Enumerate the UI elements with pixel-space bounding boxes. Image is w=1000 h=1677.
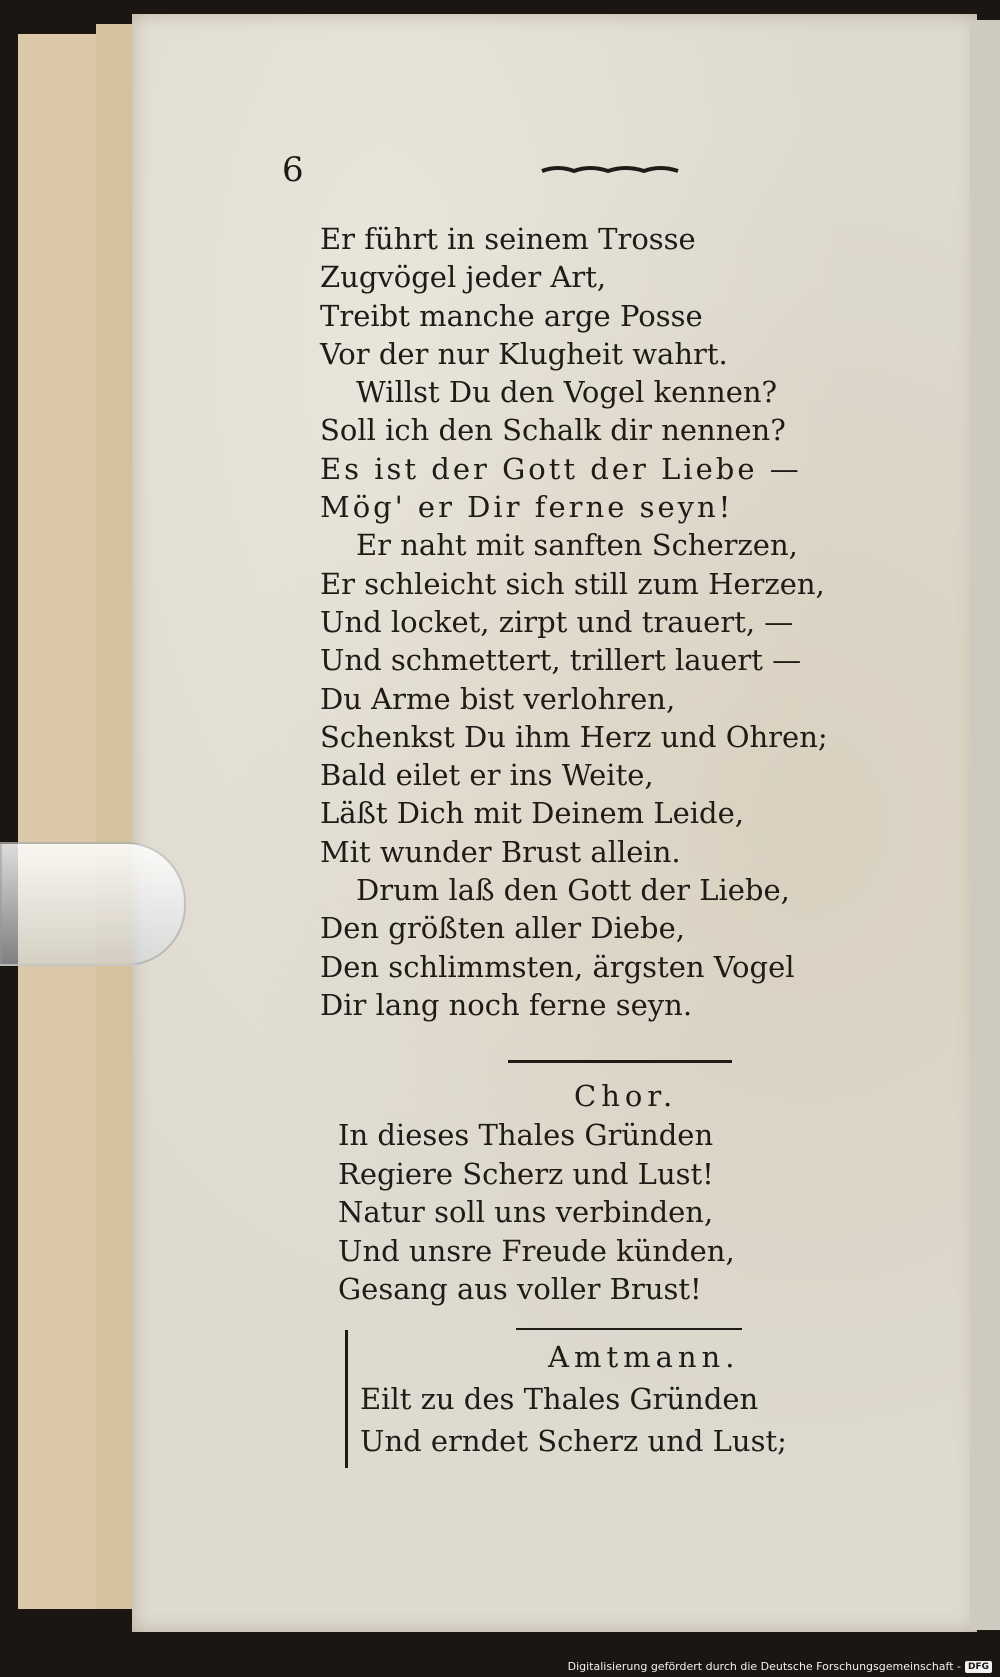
dfg-logo: DFG <box>965 1661 992 1673</box>
digitization-credit <box>568 1660 992 1673</box>
amtmann-heading: Amtmann. <box>548 1340 740 1374</box>
verse-line: Bald eilet er ins Weite, <box>320 758 654 793</box>
credit-text: Digitalisierung gefördert durch die Deutsche Forschungsgemeinschaft - <box>567 1660 961 1673</box>
verse-line: Treibt manche arge Posse <box>320 298 703 333</box>
amtmann-line: Eilt zu des Thales Gründen <box>360 1382 759 1416</box>
page-number: 6 <box>282 150 304 190</box>
verse-line: Vor der nur Klugheit wahrt. <box>320 336 728 371</box>
verse-line: Den größten aller Diebe, <box>320 911 685 946</box>
verse-block <box>320 220 960 1024</box>
verse-line: Läßt Dich mit Deinem Leide, <box>320 796 744 831</box>
chorus-line: Natur soll uns verbinden, <box>338 1195 714 1229</box>
page-holder-clip <box>0 842 186 966</box>
verse-line: Mit wunder Brust allein. <box>320 834 681 869</box>
verse-line: Schenkst Du ihm Herz und Ohren; <box>320 719 828 754</box>
speaker-bracket <box>345 1330 352 1468</box>
chor-heading: Chor. <box>574 1079 678 1113</box>
verse-line: Er naht mit sanften Scherzen, <box>356 528 798 563</box>
chorus-line: In dieses Thales Gründen <box>338 1118 714 1152</box>
verse-line: Mög' er Dir ferne seyn! <box>320 490 734 525</box>
header-ornament <box>540 163 680 177</box>
verse-line: Und schmettert, trillert lauert — <box>320 643 802 678</box>
chorus-line: Regiere Scherz und Lust! <box>338 1156 714 1191</box>
amtmann-block <box>360 1378 787 1462</box>
verse-line: Dir lang noch ferne seyn. <box>320 987 693 1022</box>
verse-line: Er führt in seinem Trosse <box>320 222 696 256</box>
verse-line: Es ist der Gott der Liebe — <box>320 451 802 486</box>
section-divider <box>516 1328 742 1330</box>
chorus-line: Und unsre Freude künden, <box>338 1233 735 1268</box>
verse-line: Er schleicht sich still zum Herzen, <box>320 566 825 601</box>
verse-line: Soll ich den Schalk dir nennen? <box>320 413 786 448</box>
verse-line: Den schlimmsten, ärgsten Vogel <box>320 949 795 984</box>
verse-line: Und locket, zirpt und trauert, — <box>320 604 794 639</box>
verse-line: Du Arme bist verlohren, <box>320 681 676 716</box>
verse-line: Willst Du den Vogel kennen? <box>356 375 778 410</box>
chorus-block <box>338 1116 958 1309</box>
verse-line: Zugvögel jeder Art, <box>320 260 607 295</box>
verse-line: Drum laß den Gott der Liebe, <box>356 873 790 908</box>
page-right-edge <box>970 20 1000 1630</box>
section-divider <box>508 1060 732 1063</box>
chorus-line: Gesang aus voller Brust! <box>338 1272 702 1306</box>
amtmann-line: Und erndet Scherz und Lust; <box>360 1424 787 1458</box>
